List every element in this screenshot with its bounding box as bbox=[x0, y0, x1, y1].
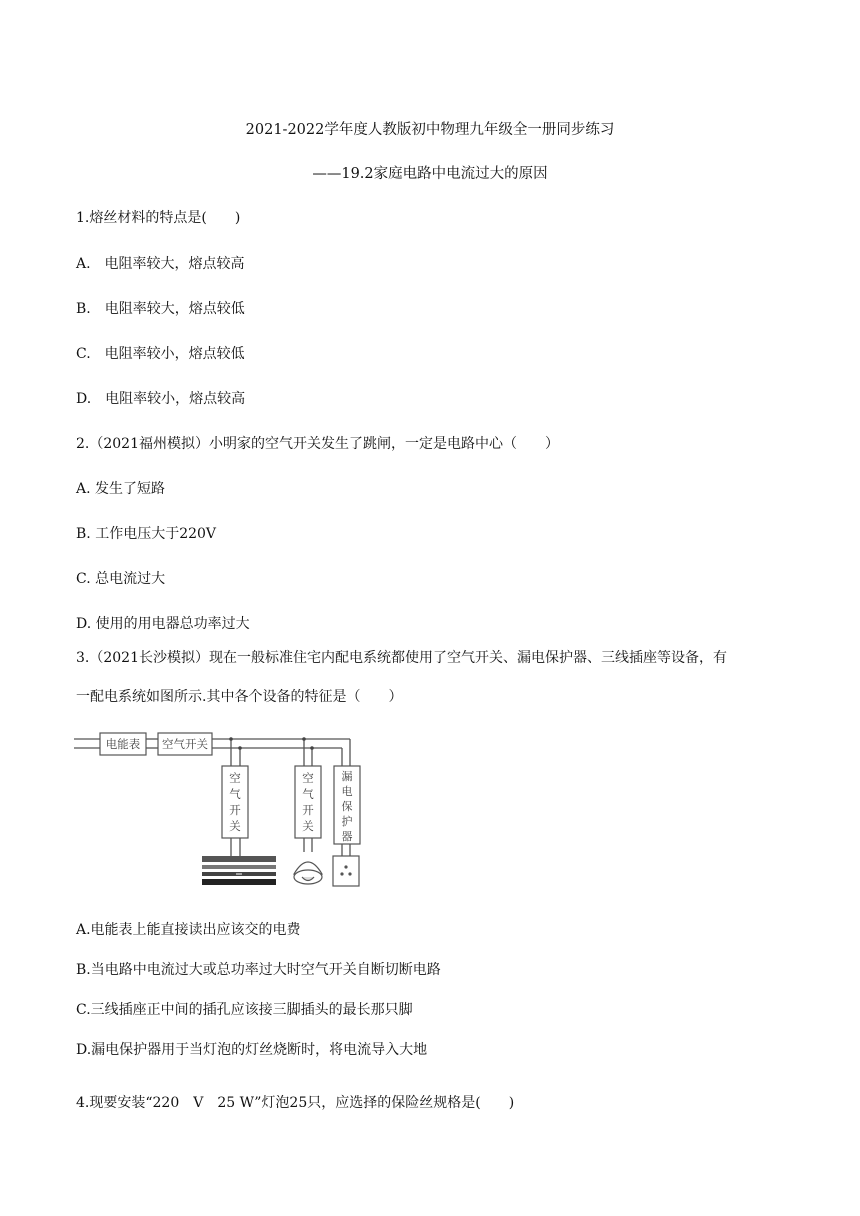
question-3-stem-line1: 3.（2021长沙模拟）现在一般标准住宅内配电系统都使用了空气开关、漏电保护器、三线插座等设备，有 bbox=[76, 650, 727, 666]
meter-label: 电能表 bbox=[105, 737, 141, 751]
branch-2-switch-char-2: 气 bbox=[302, 787, 314, 801]
page-subtitle: ——19.2家庭电路中电流过大的原因 bbox=[312, 166, 548, 182]
question-1-stem: 1.熔丝材料的特点是( ) bbox=[76, 210, 241, 226]
branch-1-switch-char-2: 气 bbox=[229, 787, 241, 801]
protector-char-5: 器 bbox=[341, 830, 353, 843]
protector-char-3: 保 bbox=[341, 800, 353, 813]
question-1-option-a: A. 电阻率较大，熔点较高 bbox=[76, 256, 245, 272]
question-1-option-c: C. 电阻率较小，熔点较低 bbox=[76, 346, 245, 362]
three-pin-socket-icon bbox=[333, 856, 359, 886]
branch-2-switch-char-4: 关 bbox=[302, 819, 314, 833]
question-1-option-b: B. 电阻率较大，熔点较低 bbox=[76, 301, 245, 317]
question-2-option-b: B. 工作电压大于220V bbox=[76, 526, 217, 542]
question-3-option-b: B.当电路中电流过大或总功率过大时空气开关自断切断电路 bbox=[76, 962, 441, 978]
question-1-option-d: D. 电阻率较小，熔点较高 bbox=[76, 391, 246, 407]
question-3-stem-line2: 一配电系统如图所示.其中各个设备的特征是（ ） bbox=[76, 689, 403, 705]
lamp-icon bbox=[294, 862, 322, 884]
question-2-option-a: A. 发生了短路 bbox=[76, 481, 166, 497]
page-title: 2021-2022学年度人教版初中物理九年级全一册同步练习 bbox=[245, 122, 615, 138]
question-3-option-c: C.三线插座正中间的插孔应该接三脚插头的最长那只脚 bbox=[76, 1002, 413, 1018]
branch-2-switch-char-3: 开 bbox=[302, 803, 314, 817]
question-2-option-d: D. 使用的用电器总功率过大 bbox=[76, 616, 250, 632]
branch-2-switch-char-1: 空 bbox=[302, 771, 314, 785]
question-3-option-d: D.漏电保护器用于当灯泡的灯丝烧断时，将电流导入大地 bbox=[76, 1042, 428, 1058]
question-2-option-c: C. 总电流过大 bbox=[76, 571, 166, 587]
branch-1-switch-char-4: 关 bbox=[229, 819, 241, 833]
protector-char-2: 电 bbox=[341, 785, 353, 798]
main-air-switch-label: 空气开关 bbox=[162, 737, 208, 751]
question-2-stem: 2.（2021福州模拟）小明家的空气开关发生了跳闸，一定是电路中心（ ） bbox=[76, 436, 559, 452]
question-4-stem: 4.现要安装“220 V 25 W”灯泡25只，应选择的保险丝规格是( ) bbox=[76, 1095, 515, 1111]
protector-char-4: 护 bbox=[341, 815, 353, 828]
question-3-option-a: A.电能表上能直接读出应该交的电费 bbox=[76, 922, 301, 938]
distribution-circuit-diagram bbox=[74, 726, 374, 896]
air-conditioner-icon bbox=[202, 856, 276, 885]
branch-1-switch-char-3: 开 bbox=[229, 803, 241, 817]
protector-char-1: 漏 bbox=[341, 770, 353, 783]
branch-1-switch-char-1: 空 bbox=[229, 771, 241, 785]
